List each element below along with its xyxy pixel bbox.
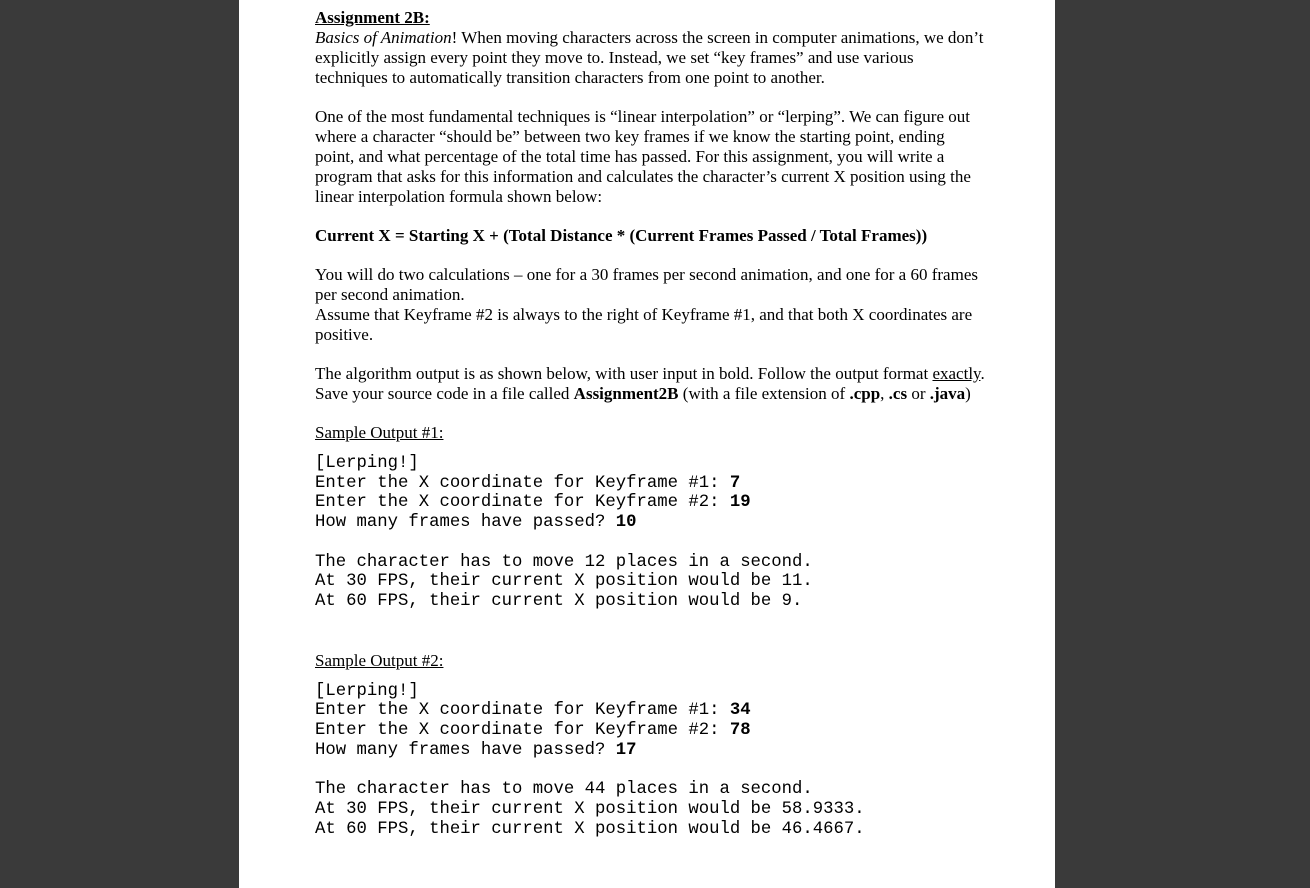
intro-paragraph [315, 28, 985, 88]
document-content [315, 8, 985, 839]
ext-cs: .cs [888, 384, 908, 403]
sample-output-1-console: [Lerping!] Enter the X coordinate for Keyframe #1: 7 Enter the X coordinate for Keyframe #2: 19 How many frames have passed? 10 The character has to move 12 places in a second. At 30 FPS, their current X position would be 11. At 60 FPS, their current X position would be 9. [315, 454, 813, 611]
exactly-emphasis: exactly [932, 364, 981, 383]
ext-java: .java [929, 384, 966, 403]
intro-italic-lead: Basics of Animation [315, 28, 452, 47]
ext-cpp: .cpp [849, 384, 881, 403]
lerp-formula: Current X = Starting X + (Total Distance * (Current Frames Passed / Total Frames)) [315, 226, 928, 245]
sample-output-2-console: [Lerping!] Enter the X coordinate for Keyframe #1: 34 Enter the X coordinate for Keyframe #2: 78 How many frames have passed? 17 The character has to move 44 places in a second. At 30 FPS, their current X position would be 58.9333. At 60 FPS, their current X position would be 46.4667. [315, 681, 865, 839]
filename: Assignment2B [573, 384, 679, 403]
assignment-title: Assignment 2B: [315, 8, 430, 27]
sample-output-1-heading: Sample Output #1: [315, 423, 444, 442]
document-page [239, 0, 1055, 888]
sample-output-2-heading: Sample Output #2: [315, 650, 444, 670]
output-format-paragraph: The algorithm output is as shown below, with user input in bold. Follow the output format exactly. Save your source code in a file called Assignment2B (with a file extension of .cpp, .cs or .java) [315, 364, 985, 403]
lerp-explanation-paragraph: One of the most fundamental techniques is “linear interpolation” or “lerping”. We can figure out where a character “should be” between two key frames if we know the starting point, ending point, and what percentage of the total time has passed. For this assignment, you will write a program that asks for this information and calculates the character’s current X position using the linear interpolation formula shown below: [315, 107, 971, 206]
intro-text: ! When moving characters across the screen in computer animations, we don’t explicitly assign every point they move to. Instead, we set “key frames” and use various techniques to automatically transition characters from one point to another. [315, 28, 984, 87]
assumption-paragraph: Assume that Keyframe #2 is always to the right of Keyframe #1, and that both X coordinates are positive. [315, 305, 973, 344]
fps-paragraph: You will do two calculations – one for a 30 frames per second animation, and one for a 60 frames per second animation. [315, 265, 978, 304]
